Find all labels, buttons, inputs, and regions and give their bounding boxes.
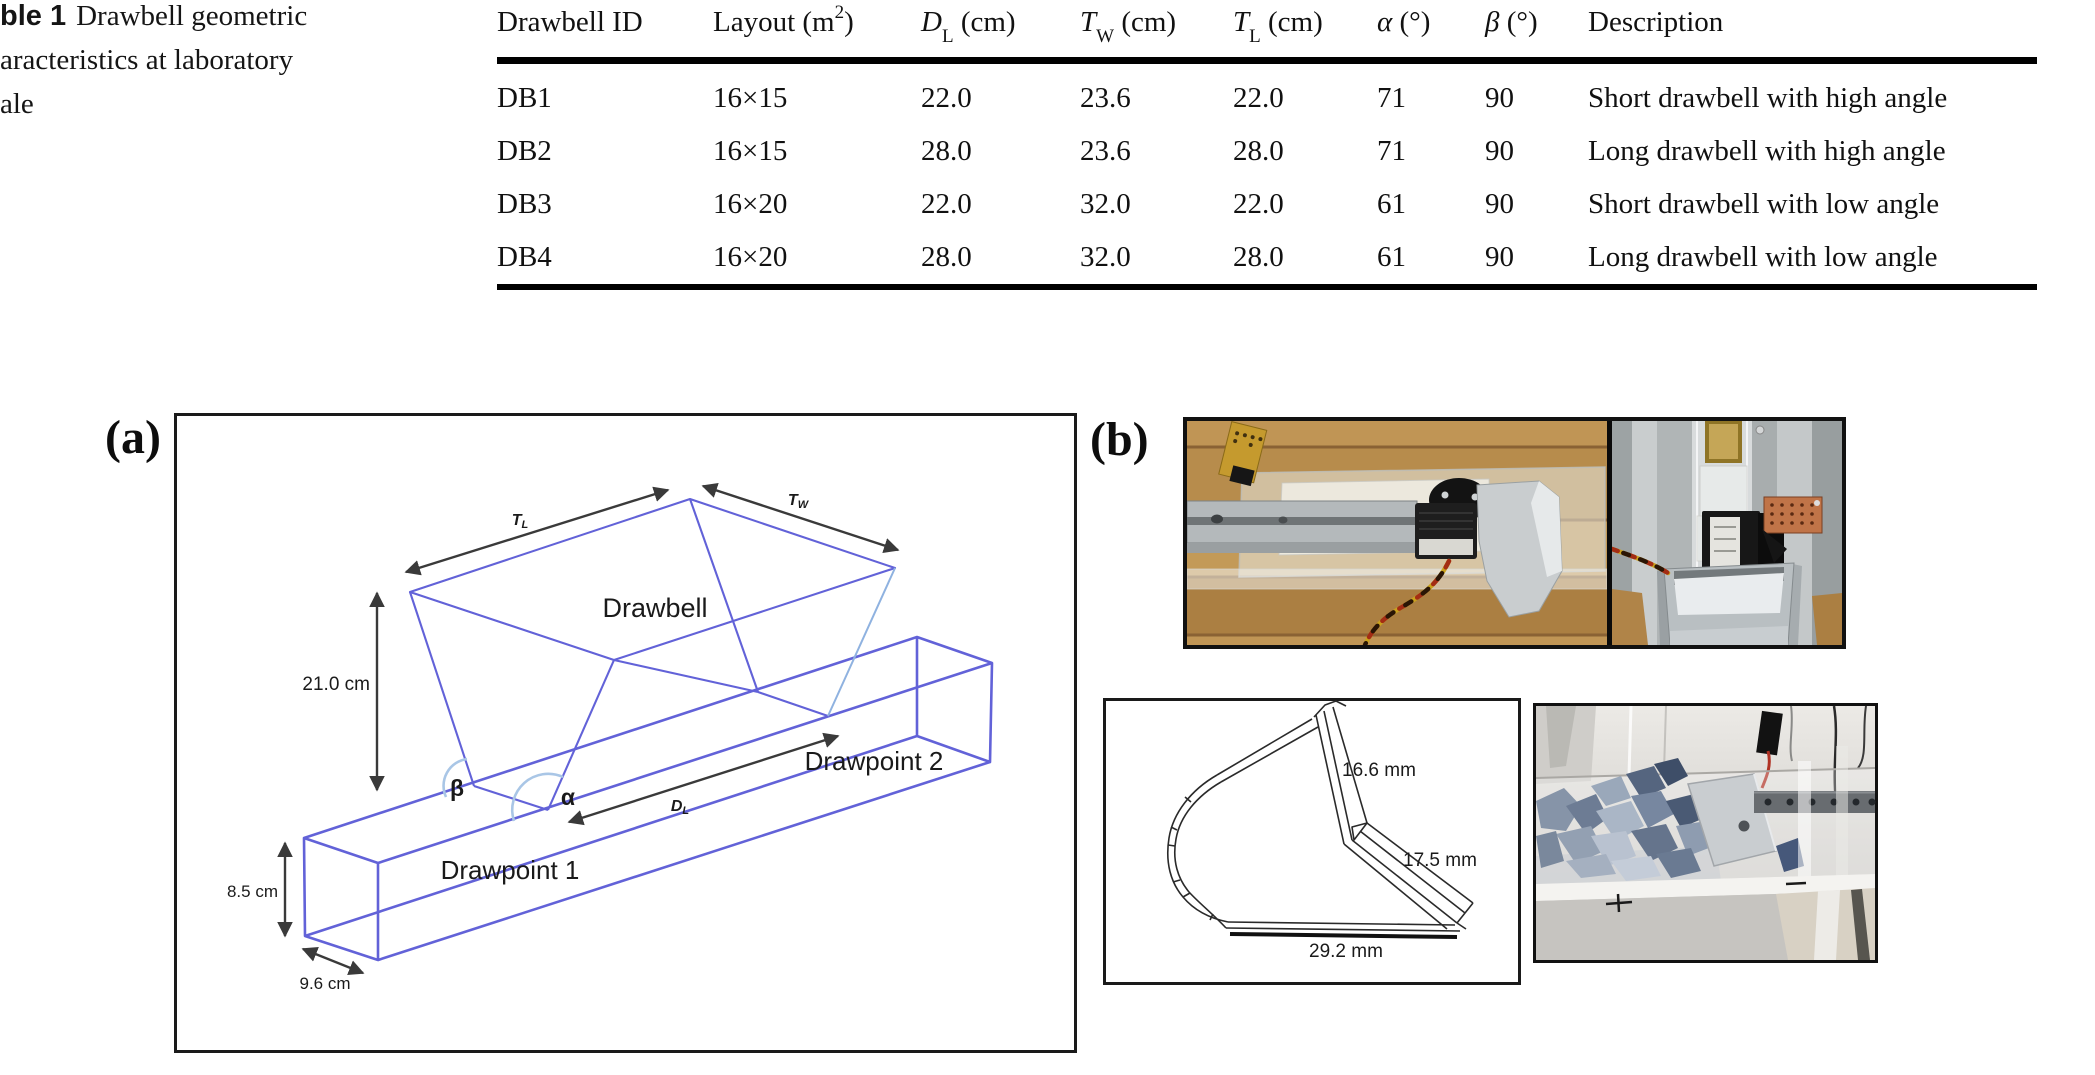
col-header-tl: $T_L$ (cm): [1233, 6, 1323, 47]
cell: 61: [1377, 188, 1406, 220]
height-dimension-label: 21.0 cm: [302, 674, 370, 695]
col-header-dl: $D_L$ (cm): [921, 6, 1016, 47]
cell: 23.6: [1080, 135, 1131, 167]
col-header-alpha: α (°): [1377, 6, 1431, 38]
col-header-beta: β (°): [1485, 6, 1538, 38]
cell: 28.0: [1233, 241, 1284, 273]
cell: 61: [1377, 241, 1406, 273]
cell: 23.6: [1080, 82, 1131, 114]
cell: 28.0: [1233, 135, 1284, 167]
col-header-drawbell-id: Drawbell ID: [497, 6, 643, 38]
cell: DB1: [497, 82, 552, 114]
cell: 90: [1485, 135, 1514, 167]
caved-rock-photo-svg: [1533, 703, 1878, 963]
cell: 90: [1485, 82, 1514, 114]
drawbell-diagram: [174, 413, 1077, 1058]
cell: 22.0: [921, 188, 972, 220]
drawbell-diagram-svg: [174, 413, 1077, 1053]
cell: 32.0: [1080, 188, 1131, 220]
table-body: [497, 64, 2037, 284]
table-header-row: [497, 2, 2037, 47]
blade-bottom-dim-label: 17.5 mm: [1403, 850, 1477, 871]
acrylic-lane: [1700, 466, 1747, 516]
blade-top-dim-label: 16.6 mm: [1342, 760, 1416, 781]
col-header-description: Description: [1588, 6, 1724, 38]
bucket-drawing-svg: [1103, 698, 1521, 985]
cell: 16×20: [713, 241, 788, 273]
cell: DB3: [497, 188, 552, 220]
acrylic-leg: [1814, 890, 1840, 960]
drawpoint-1-label: Drawpoint 1: [440, 855, 580, 885]
cell: Short drawbell with low angle: [1588, 188, 1940, 220]
cell: Long drawbell with low angle: [1588, 241, 1938, 273]
cell: 16×20: [713, 188, 788, 220]
cell: 22.0: [1233, 82, 1284, 114]
table-caption: [0, 0, 390, 126]
aluminium-rail: [1187, 501, 1437, 553]
table-row: [497, 72, 2037, 125]
cell: 22.0: [1233, 188, 1284, 220]
bucket-drawing-box: [1103, 698, 1521, 990]
figure-b-label: (b): [1090, 413, 1149, 466]
caption-line-3: ale: [0, 88, 34, 120]
cell: 28.0: [921, 135, 972, 167]
metal-scoop: [1657, 563, 1802, 645]
table-row: [497, 231, 2037, 284]
cell: 16×15: [713, 135, 788, 167]
drift-height-label: 8.5 cm: [226, 882, 278, 901]
lab-photo-side-view: [1187, 421, 1607, 645]
table-bottom-rule: [497, 284, 2037, 290]
cell: Long drawbell with high angle: [1588, 135, 1946, 167]
figure-a-label: (a): [105, 411, 161, 464]
base-dim-label: 29.2 mm: [1309, 941, 1383, 962]
cell: 71: [1377, 82, 1406, 114]
bolted-bar: [1754, 791, 1876, 813]
cell: 71: [1377, 135, 1406, 167]
caption-text-1: Drawbell geometric: [76, 0, 308, 32]
drawpoint-2-label: Drawpoint 2: [804, 746, 944, 776]
lab-photo-top-view: [1612, 421, 1842, 645]
cell: 90: [1485, 188, 1514, 220]
cell: DB2: [497, 135, 552, 167]
cell: 22.0: [921, 82, 972, 114]
caved-rock-photo: [1533, 703, 1878, 968]
caption-line-2: aracteristics at laboratory: [0, 44, 294, 76]
beta-label: β: [449, 775, 465, 801]
brass-block: [1705, 421, 1742, 463]
cell: 28.0: [921, 241, 972, 273]
tl-var-label: TL: [511, 512, 529, 531]
table-row: [497, 125, 2037, 178]
drawbell-label: Drawbell: [602, 593, 708, 623]
wood-corner-right: [1812, 593, 1842, 645]
table-top-rule: [497, 57, 2037, 64]
drift-width-label: 9.6 cm: [299, 974, 351, 993]
col-header-tw: $T_W$ (cm): [1080, 6, 1177, 47]
tw-var-label: TW: [787, 492, 809, 511]
caption-table-number: ble 1: [0, 0, 67, 32]
table-row: [497, 178, 2037, 231]
dl-var-label: DL: [670, 798, 690, 817]
screw: [1756, 426, 1764, 434]
cell: Short drawbell with high angle: [1588, 82, 1948, 114]
cell: 90: [1485, 241, 1514, 273]
lab-setup-photo-panel: [1183, 417, 1846, 649]
cell: DB4: [497, 241, 552, 273]
cell: 32.0: [1080, 241, 1131, 273]
col-header-layout: Layout $(m^2)$: [713, 2, 854, 38]
cell: 16×15: [713, 82, 788, 114]
alpha-label: α: [560, 784, 576, 810]
caption-line-1: [0, 0, 390, 38]
